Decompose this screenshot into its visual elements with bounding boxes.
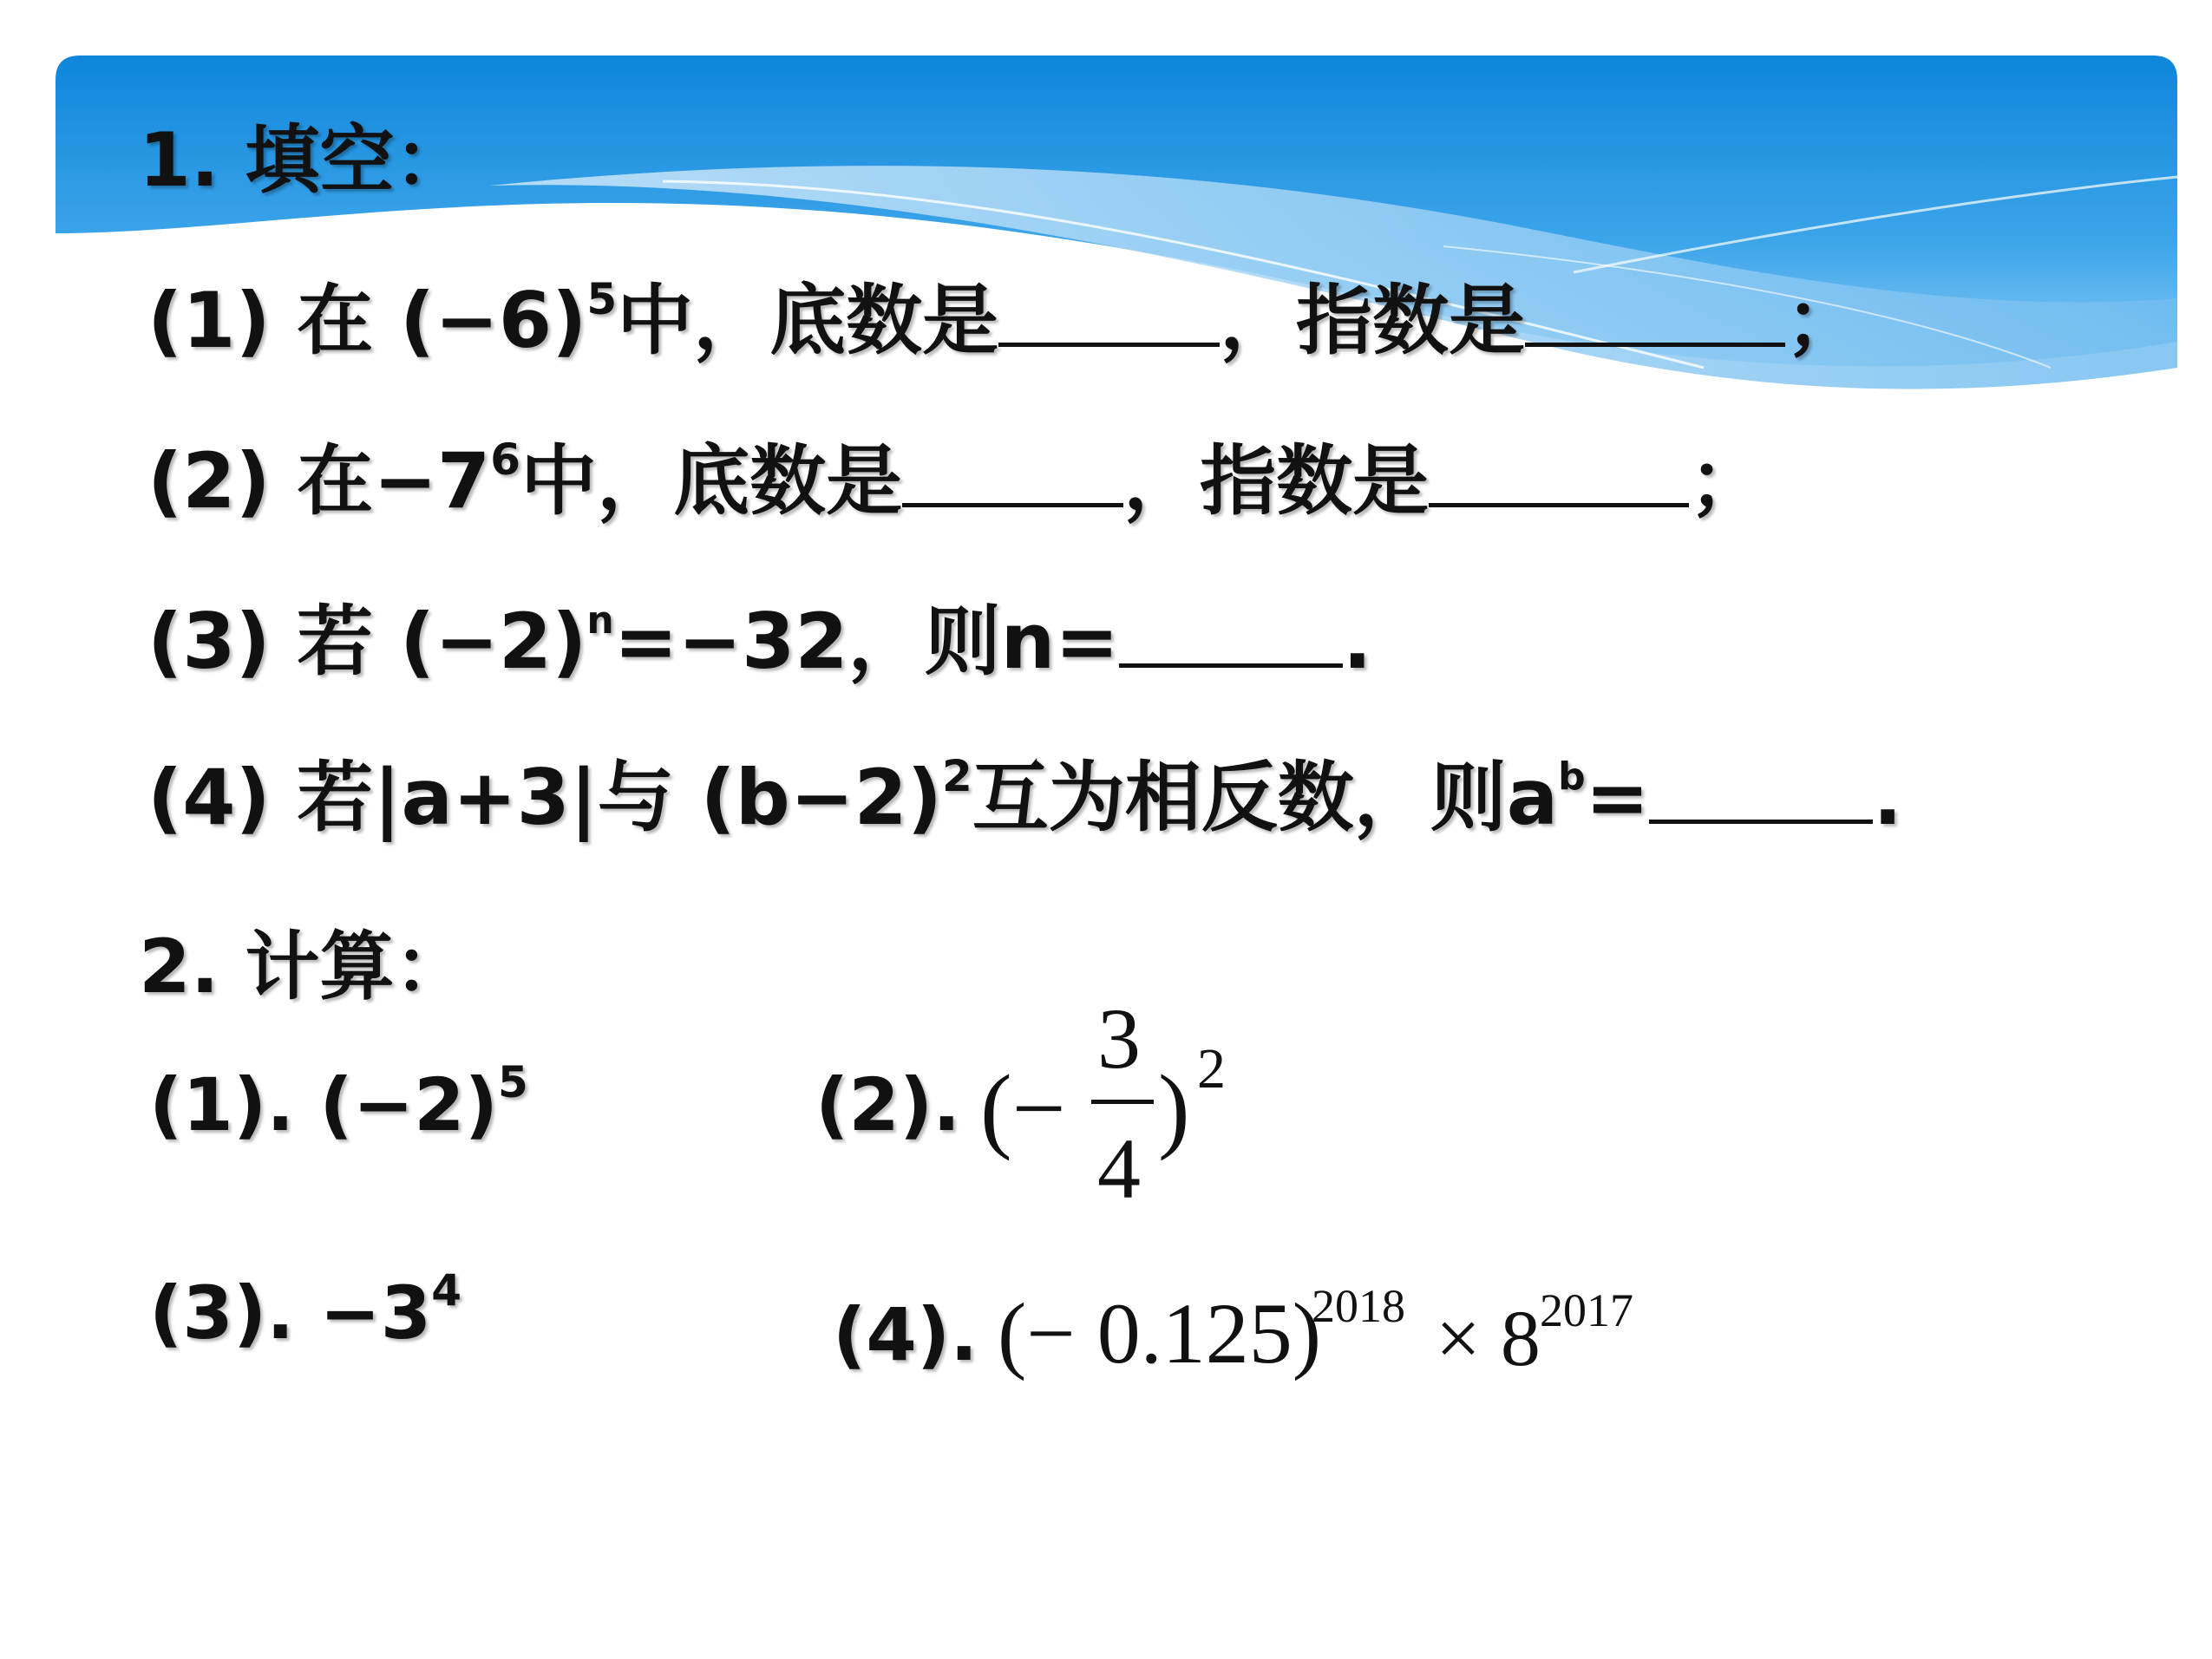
calc-item-3-label: (3). −3 bbox=[149, 1270, 432, 1355]
fill-item-1-exponent: 5 bbox=[586, 274, 618, 324]
fill-item-1-prefix: (1) 在 (−6) bbox=[147, 276, 587, 365]
fill-item-1-sep: ，指数是 bbox=[1220, 276, 1526, 365]
fill-item-2-exponent: 6 bbox=[490, 434, 521, 485]
fill-item-2-prefix: (2) 在−7 bbox=[147, 436, 491, 526]
calc-item-4-times-8: × 8 bbox=[1436, 1294, 1541, 1382]
fill-item-3-end: . bbox=[1343, 597, 1372, 686]
fill-item-4-mid: 互为相反数，则a bbox=[972, 753, 1559, 842]
calc-item-4-label: (4). bbox=[833, 1292, 978, 1377]
answer-blank-exponent[interactable] bbox=[1429, 442, 1689, 507]
calc-item-2-label: (2). bbox=[815, 1062, 961, 1147]
fill-item-2-end: ； bbox=[1689, 436, 1766, 526]
fill-item-3-prefix: (3) 若 (−2) bbox=[147, 597, 587, 686]
calc-item-1-label: (1). (−2) bbox=[149, 1062, 498, 1147]
answer-blank-base[interactable] bbox=[902, 442, 1123, 507]
fill-item-4-exponent-b: b bbox=[1558, 754, 1586, 799]
calc-item-2-right-paren: ) bbox=[1158, 1055, 1190, 1161]
section2-heading: 2. 计算： bbox=[139, 924, 469, 1010]
fill-item-3 bbox=[147, 581, 1371, 690]
fill-item-1-end: ； bbox=[1785, 276, 1862, 365]
fill-item-3-exponent: n bbox=[586, 598, 614, 643]
fill-item-4-exponent: 2 bbox=[941, 751, 972, 801]
answer-blank-n[interactable] bbox=[1119, 603, 1343, 668]
fill-item-1-mid: 中，底数是 bbox=[617, 276, 999, 365]
calc-item-1-exponent: 5 bbox=[498, 1057, 528, 1107]
fill-item-4-end: . bbox=[1873, 753, 1902, 842]
calc-item-3 bbox=[149, 1265, 462, 1355]
answer-blank-base[interactable] bbox=[998, 282, 1220, 347]
calc-item-4-exponent: 2018 bbox=[1312, 1280, 1405, 1332]
fraction-bar bbox=[1091, 1100, 1154, 1104]
calc-item-3-exponent: 4 bbox=[431, 1265, 462, 1316]
calc-item-4-base: (− 0.125) bbox=[998, 1285, 1321, 1381]
answer-blank-exponent[interactable] bbox=[1525, 282, 1785, 347]
calc-item-1 bbox=[149, 1057, 528, 1147]
fill-item-2 bbox=[147, 421, 1765, 530]
fill-item-4-prefix: (4) 若|a+3|与 (b−2) bbox=[147, 753, 942, 842]
section1-heading: 1. 填空： bbox=[139, 117, 469, 204]
fill-item-3-mid: =−32，则n= bbox=[613, 597, 1120, 686]
calc-item-2-exponent: 2 bbox=[1197, 1037, 1226, 1101]
answer-blank-ab[interactable] bbox=[1649, 759, 1873, 824]
fill-item-4-mid2: = bbox=[1585, 753, 1650, 842]
fill-item-2-sep: ，指数是 bbox=[1123, 436, 1430, 526]
calc-item-2-denominator: 4 bbox=[1097, 1120, 1141, 1217]
fill-item-1 bbox=[147, 260, 1862, 369]
fill-item-2-mid: 中，底数是 bbox=[520, 436, 903, 526]
fill-item-4 bbox=[147, 737, 1902, 846]
calc-item-4-exponent-2: 2017 bbox=[1540, 1284, 1633, 1336]
calc-item-2-left-paren: (− bbox=[980, 1055, 1066, 1161]
calc-item-2-numerator: 3 bbox=[1097, 990, 1141, 1087]
